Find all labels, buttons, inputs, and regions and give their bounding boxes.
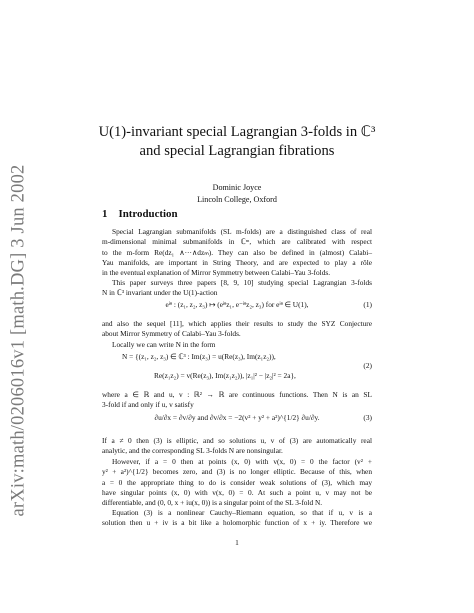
text-line: If a ≠ 0 then (3) is elliptic, and so solutions u, v of (3) are automatically real	[102, 436, 372, 445]
text-line: y² + a²)^{1/2} becomes zero, and (3) is no longer elliptic. Because of this, when	[102, 467, 372, 477]
section-title: Introduction	[118, 208, 178, 220]
equation-number: (1)	[363, 300, 372, 309]
paper-title	[92, 123, 382, 160]
equation-number: (3)	[363, 413, 372, 422]
paragraph-1	[102, 227, 372, 278]
equation-1	[102, 300, 372, 311]
equation-2-line-2	[102, 371, 372, 382]
equation-text: N = {(z₁, z₂, z₃) ∈ ℂ³ : Im(z₃) = u(Re(z₃), Im(z₁z₂)),	[122, 352, 276, 361]
text-line: and also the sequel [11], which applies their results to study the SYZ Conjecture	[102, 319, 372, 328]
text-line: in the eventual explanation of Mirror Symmetry between Calabi–Yau 3-folds.	[102, 268, 331, 278]
paragraph-5	[102, 390, 372, 411]
paragraph-7	[102, 457, 372, 508]
equation-number: (2)	[363, 361, 372, 370]
paragraph-2	[102, 278, 372, 299]
paragraph-4	[102, 340, 372, 350]
text-line: a = 0 the appropriate thing to do is consider weak solutions of (3), which may	[102, 477, 372, 487]
text-line: However, if a = 0 then at points (x, 0) with v(x, 0) = 0 the factor (v² +	[112, 457, 372, 466]
text-line: This paper surveys three papers [8, 9, 10] studying special Lagrangian 3-folds	[112, 278, 372, 287]
equation-text: ∂u/∂x = ∂v/∂y and ∂v/∂x = −2(v² + y² + a²)^{1/2} ∂u/∂y.	[154, 413, 320, 422]
text-line: about Mirror Symmetry of Calabi–Yau 3-folds.	[102, 329, 241, 339]
page-number: 1	[235, 538, 239, 547]
equation-text: eⁱᶿ : (z₁, z₂, z₃) ↦ (eⁱᶿz₁, e⁻ⁱᶿz₂, z₃) for eⁱᶿ ∈ U(1),	[165, 300, 309, 309]
text-line: differentiable, and (0, 0, x + iu(x, 0)) is a singular point of the SL 3-fold N.	[102, 498, 323, 508]
text-line: m-dimensional minimal submanifolds in ℂᵐ, which are calibrated with respect	[102, 237, 372, 247]
text-line: 3-fold if and only if u, v satisfy	[102, 400, 194, 410]
text-line: solution then u + iv is a bit like a holomorphic function of x + iy. Therefore we	[102, 518, 372, 528]
text-line: N in ℂ³ invariant under the U(1)-action	[102, 288, 218, 298]
equation-2-number-row	[102, 361, 372, 372]
arxiv-identifier: arXiv:math/0206016v1 [math.DG] 3 Jun 2002	[8, 164, 29, 516]
paragraph-8	[102, 508, 372, 529]
section-heading	[102, 209, 178, 219]
text-line: where a ∈ ℝ and u, v : ℝ² → ℝ are continuous functions. Then N is an SL	[102, 390, 372, 399]
equation-3	[102, 413, 372, 424]
text-line: have singular points (x, 0) with v(x, 0) = 0. At such a point u, v may not be	[102, 487, 372, 497]
title-line-1: U(1)-invariant special Lagrangian 3-folds in ℂ³	[98, 124, 376, 140]
text-line: analytic, and the corresponding SL 3-folds N are nonsingular.	[102, 446, 283, 456]
paragraph-6	[102, 436, 372, 457]
text-line: Equation (3) is a nonlinear Cauchy–Riemann equation, so that if u, v is a	[112, 508, 372, 517]
section-number: 1	[102, 208, 108, 220]
text-line: Special Lagrangian submanifolds (SL m-folds) are a distinguished class of real	[112, 227, 372, 236]
author-block	[102, 182, 372, 206]
title-line-2: and special Lagrangian fibrations	[139, 142, 335, 159]
author-affiliation: Lincoln College, Oxford	[197, 194, 277, 204]
text-line: Locally we can write N in the form	[112, 340, 216, 349]
text-line: Yau manifolds, are important in String Theory, and are expected to play a rôle	[102, 257, 372, 267]
text-line: to the m-form Re(dz₁ ∧···∧dzₘ). They can also be defined in (almost) Calabi–	[102, 247, 372, 257]
author-name: Dominic Joyce	[212, 183, 262, 192]
equation-text: Re(z₁z₂) = v(Re(z₃), Im(z₁z₂)), |z₁|² − |z₂|² = 2a},	[154, 371, 296, 380]
paragraph-3	[102, 319, 372, 340]
paper-page	[98, 0, 376, 613]
